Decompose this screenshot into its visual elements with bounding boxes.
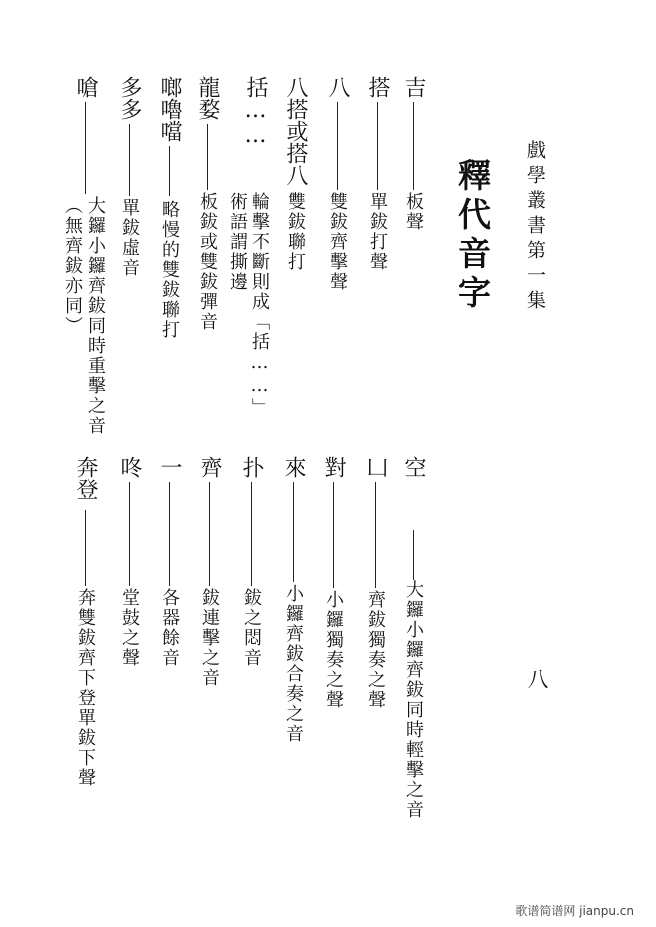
term-pu: 扑: [239, 456, 264, 478]
dash-line: [169, 482, 170, 586]
dash-line: [293, 482, 294, 582]
dash-line: [413, 530, 414, 580]
def-duoduo: 單鈸虛音: [119, 198, 140, 278]
series-header: 戲學叢書第一集: [524, 140, 546, 315]
dash-line: [377, 102, 378, 190]
term-da: 搭: [365, 76, 390, 98]
dash-line: [129, 124, 130, 196]
def-ba: 雙鈸齊擊聲: [327, 192, 348, 292]
def-kuo-2: 術語謂撕邊: [227, 192, 248, 292]
dash-line: [375, 482, 376, 588]
term-langlu: 啷嚕噹: [157, 76, 182, 142]
def-bada: 雙鈸聯打: [285, 192, 306, 272]
term-ji: 吉: [401, 76, 426, 98]
dash-line: [413, 102, 414, 190]
def-bendeng: 奔雙鈸齊下登單鈸下聲: [75, 588, 96, 788]
term-qiang: 嗆: [73, 76, 98, 98]
term-bada: 八搭或搭八: [283, 76, 308, 186]
def-lai: 小鑼齊鈸合奏之音: [283, 584, 304, 744]
def-ji: 板聲: [403, 192, 424, 232]
dash-line: [129, 482, 130, 586]
watermark: 歌谱简谱网 jianpu.cn: [515, 904, 634, 918]
def-long: 板鈸或雙鈸彈音: [197, 192, 218, 332]
page-number: 八: [525, 668, 549, 689]
term-kuo: 括……: [243, 76, 268, 148]
term-ba: 八: [325, 76, 350, 98]
dash-line: [333, 482, 334, 588]
page-title: 釋代音字: [453, 158, 492, 314]
term-qi: 齊: [197, 456, 222, 478]
term-bendeng: 奔登: [73, 456, 98, 500]
def-da: 單鈸打聲: [367, 192, 388, 272]
term-long: 龍婺: [195, 76, 220, 120]
def-langlu: 略慢的雙鈸聯打: [159, 200, 180, 340]
term-kan: 凵: [363, 456, 388, 478]
term-yi: 一: [157, 456, 182, 478]
def-dui: 小鑼獨奏之聲: [323, 590, 344, 710]
dash-line: [337, 102, 338, 190]
dash-line: [251, 482, 252, 586]
dash-line: [85, 102, 86, 194]
def-kan: 齊鈸獨奏之聲: [365, 590, 386, 710]
term-duoduo: 多多: [117, 76, 142, 120]
term-kong: 空: [401, 456, 426, 478]
term-dui: 對: [321, 456, 346, 478]
dash-line: [169, 146, 170, 196]
def-qiang-2: （無齊鈸亦同）: [62, 196, 83, 336]
def-kuo-1: 輪擊不斷則成「括……」: [249, 192, 270, 418]
def-pu: 鈸之悶音: [241, 588, 262, 668]
def-kong: 大鑼小鑼齊鈸同時輕擊之音: [403, 580, 424, 820]
def-qiang-1: 大鑼小鑼齊鈸同時重擊之音: [85, 196, 106, 436]
def-qi: 鈸連擊之音: [199, 588, 220, 688]
dash-line: [209, 482, 210, 586]
term-lai: 來: [281, 456, 306, 478]
def-yi: 各器餘音: [159, 588, 180, 668]
def-dong: 堂鼓之聲: [119, 588, 140, 668]
dash-line: [85, 510, 86, 586]
term-dong: 咚: [117, 456, 142, 478]
dash-line: [207, 124, 208, 190]
